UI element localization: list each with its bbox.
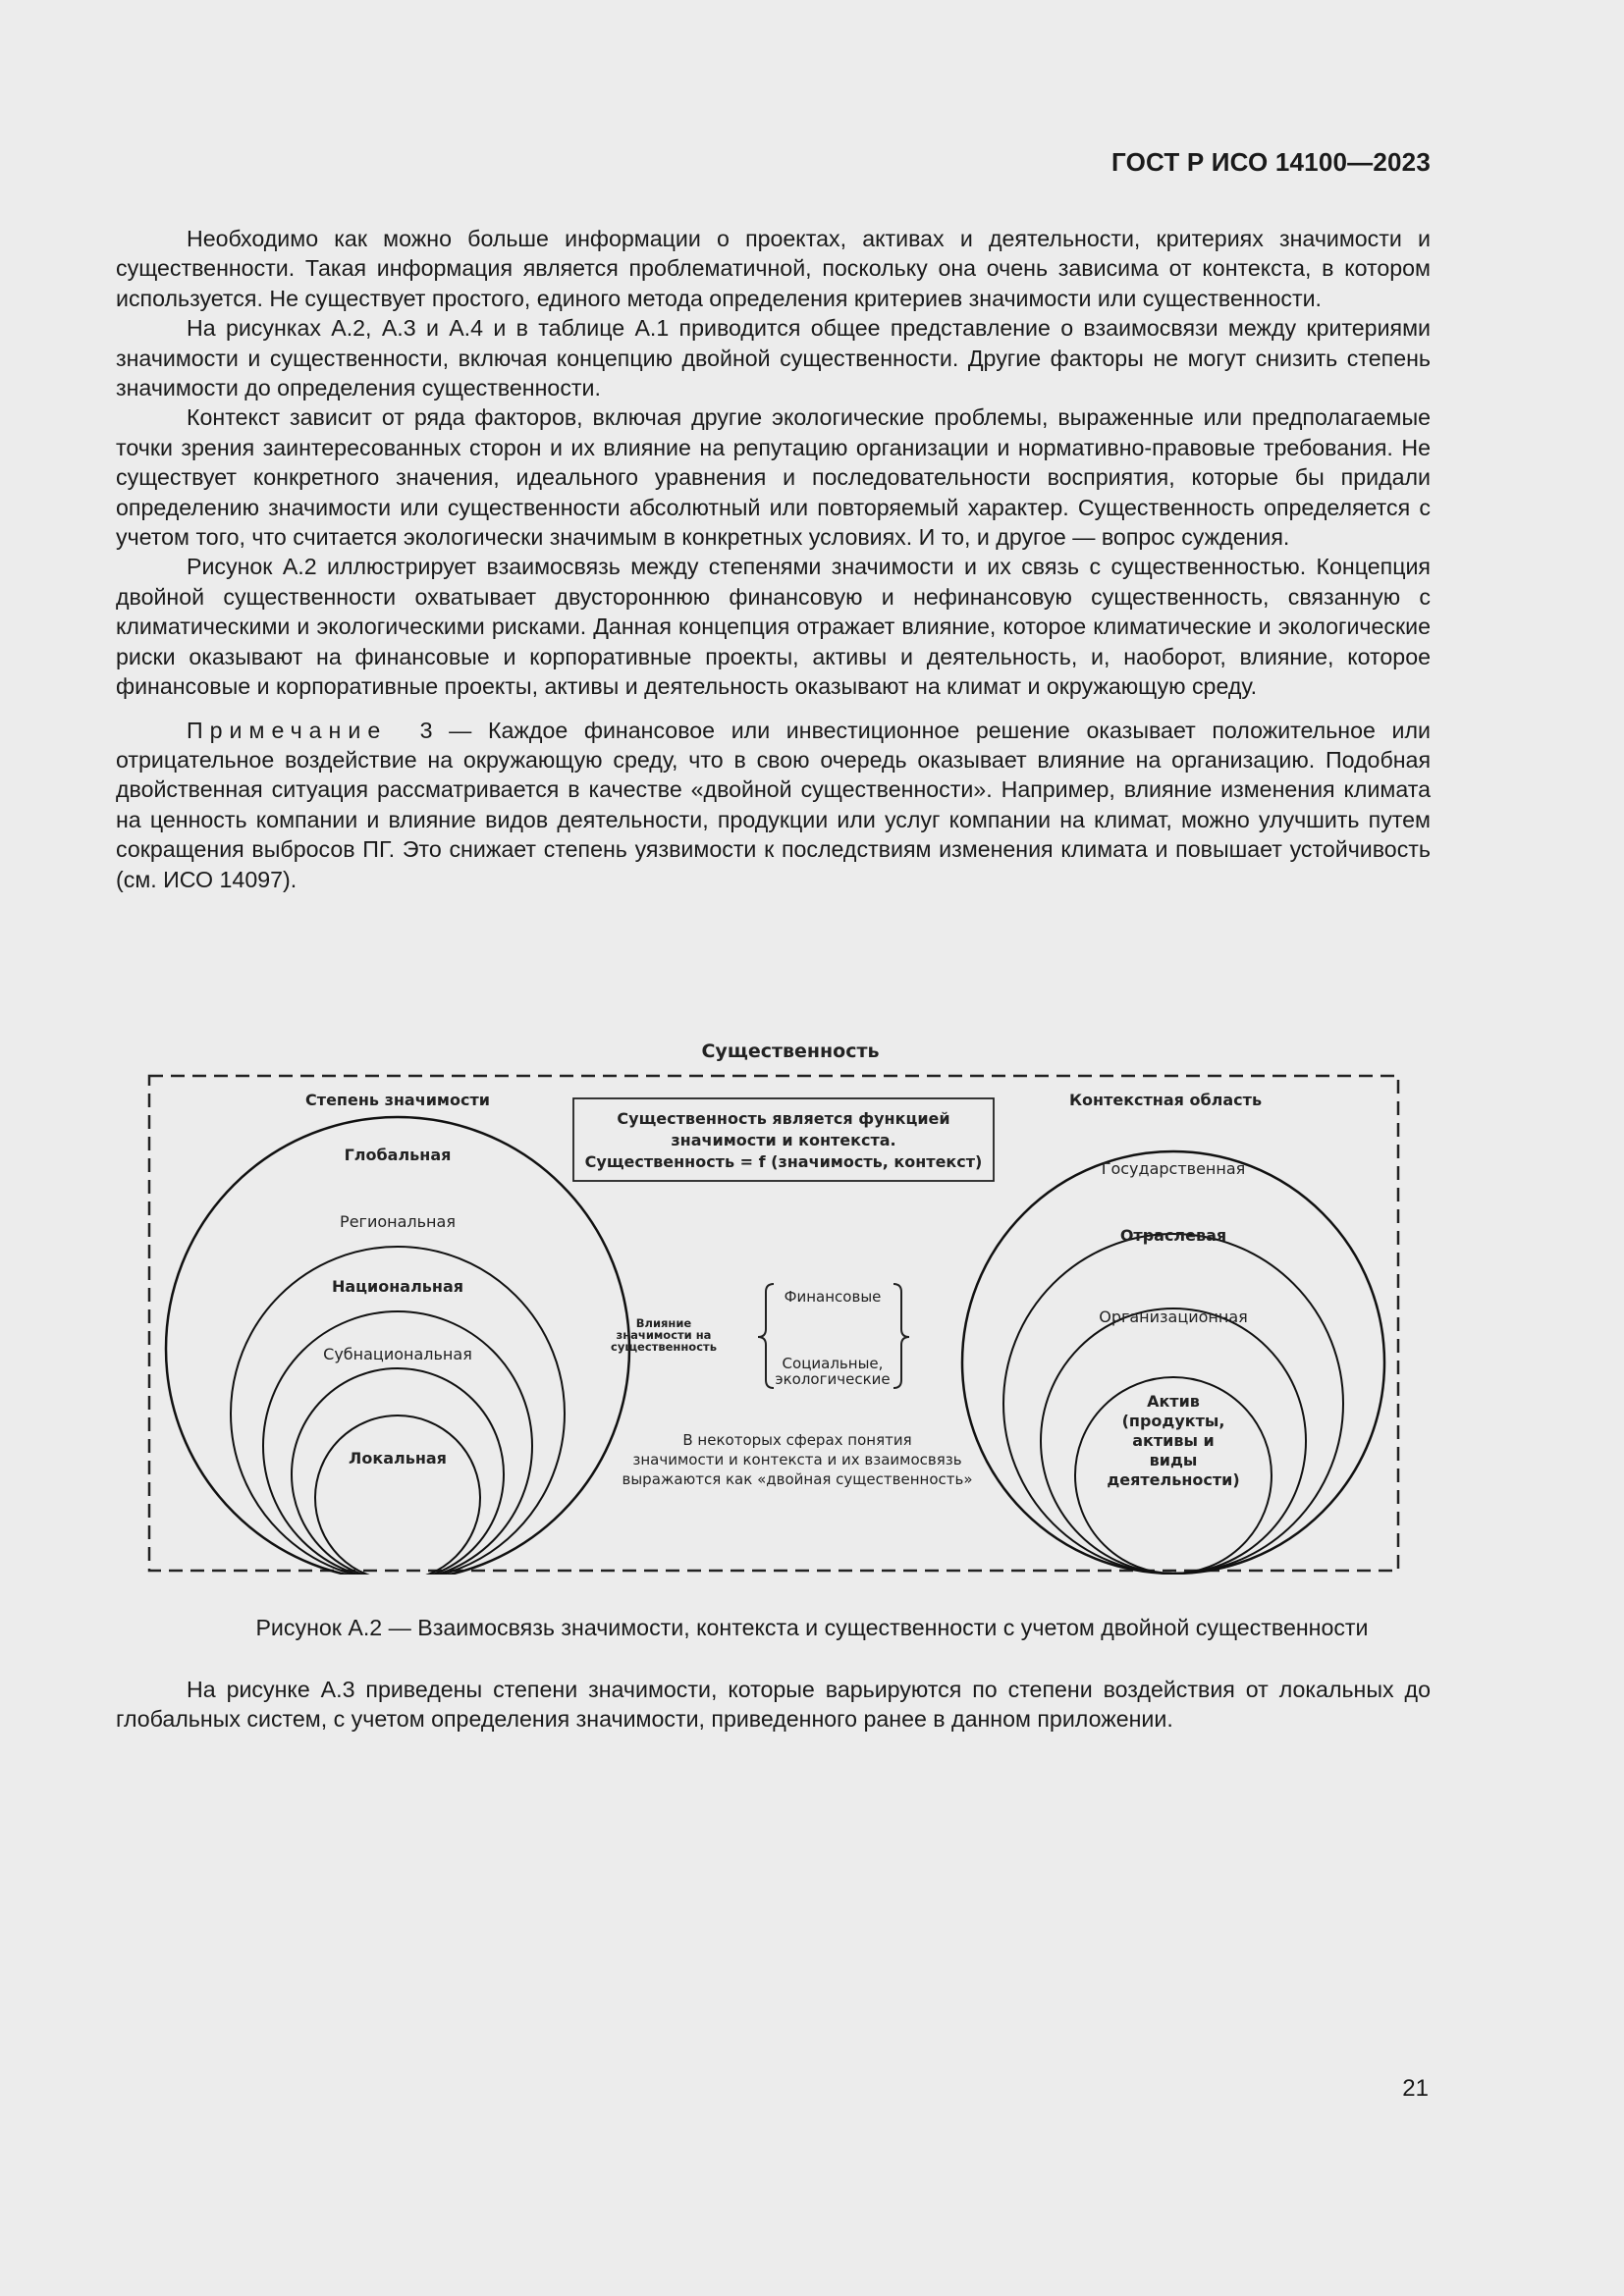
left-title: Степень значимости	[305, 1091, 490, 1109]
paragraph-4: Рисунок А.2 иллюстрирует взаимосвязь между степенями значимости и их связь с существенностью. Концепция двойной существенности охватывает двустороннюю финансовую и нефинансовую существенность, связанную с климатическими и экологическими рисками. Данная концепция отражает влияние, которое климатические и экологические риски оказывают на финансовые и корпоративные проекты, активы и деятельность, и, наоборот, влияние, которое финансовые и корпоративные проекты, активы и деятельность оказывают на климат и окружающую среду.	[116, 554, 1431, 700]
circle-subnational	[292, 1368, 504, 1575]
formula-line-2: значимости и контекста.	[671, 1131, 896, 1149]
paragraph-3: Контекст зависит от ряда факторов, включая другие экологические проблемы, выраженные или предполагаемые точки зрения заинтересованных сторон и их влияние на репутацию организации и нормативно-правовые требования. Не существует конкретного значения, идеального уравнения и последовательности восприятия, которые бы придали определению значимости или существенности абсолютный или повторяемый характер. Существенность определяется с учетом того, что считается экологически значимым в конкретных условиях. И то, и другое — вопрос суждения.	[116, 404, 1431, 551]
left-brace	[758, 1284, 774, 1388]
page-number: 21	[1402, 2075, 1429, 2102]
tail-text	[116, 1675, 1431, 1735]
note-number: 3	[419, 717, 433, 743]
paragraph-1: Необходимо как можно больше информации о проектах, активах и деятельности, критериях значимости и существенности. Такая информация является проблематичной, поскольку она очень зависима от контекста, в котором используется. Не существует простого, единого метода определения критериев значимости или существенности.	[116, 226, 1431, 311]
note-text: — Каждое финансовое или инвестиционное решение оказывает положительное или отрицательное воздействие на окружающую среду, что в свою очередь оказывает влияние на организацию. Подобная двойственная ситуация рассматривается в качестве «двойной существенности». Например, влияние изменения климата на ценность компании и влияние видов деятельности, продукции или услуг компании на климат, можно улучшить путем сокращения выбросов ПГ. Это снижает степень уязвимости к последствиям изменения климата и повышает устойчивость (см. ИСО 14097).	[116, 717, 1431, 892]
influence-social-2: экологические	[775, 1370, 891, 1388]
note-line-3: выражаются как «двойная существенность»	[622, 1470, 973, 1488]
level-organization: Организационная	[1099, 1308, 1248, 1326]
level-regional: Региональная	[340, 1212, 456, 1231]
asset-line-3: активы и	[1132, 1431, 1215, 1450]
note-3	[116, 716, 1431, 894]
circle-regional	[231, 1247, 565, 1575]
level-subnational: Субнациональная	[323, 1345, 472, 1363]
asset-line-4: виды	[1149, 1451, 1198, 1469]
figure-caption: Рисунок А.2 — Взаимосвязь значимости, контекста и существенности с учетом двойной существенности	[255, 1615, 1369, 1640]
formula-line-3: Существенность = f (значимость, контекст)	[584, 1152, 983, 1171]
influence-line-3: существенность	[611, 1340, 717, 1354]
circle-state	[962, 1151, 1384, 1574]
body-text	[116, 224, 1431, 894]
influence-line-2: значимости на	[616, 1328, 712, 1342]
right-title: Контекстная область	[1068, 1091, 1263, 1109]
level-industry: Отраслевая	[1119, 1226, 1227, 1245]
level-local: Локальная	[349, 1449, 447, 1468]
asset-line-5: деятельности)	[1107, 1470, 1240, 1489]
note-line-1: В некоторых сферах понятия	[682, 1431, 912, 1449]
figure-a2	[147, 1035, 1404, 1575]
paragraph-5: На рисунке А.3 приведены степени значимости, которые варьируются по степени воздействия от локальных до глобальных систем, с учетом определения значимости, приведенного ранее в данном приложении.	[116, 1677, 1431, 1733]
figure-diagram	[147, 1035, 1404, 1575]
influence-line-1: Влияние	[635, 1316, 692, 1330]
figure-title: Существенность	[701, 1041, 880, 1062]
influence-social-1: Социальные,	[782, 1355, 884, 1372]
level-national: Национальная	[331, 1277, 464, 1296]
document-id-header: ГОСТ Р ИСО 14100—2023	[1110, 147, 1431, 177]
right-brace	[893, 1284, 909, 1388]
note-line-2: значимости и контекста и их взаимосвязь	[632, 1451, 962, 1468]
influence-financial: Финансовые	[784, 1288, 882, 1306]
circle-local	[315, 1415, 480, 1575]
level-state: Государственная	[1101, 1159, 1246, 1178]
note-label: Примечание	[187, 717, 388, 743]
asset-line-2: (продукты,	[1121, 1412, 1225, 1430]
paragraph-2: На рисунках А.2, А.3 и А.4 и в таблице А.1 приводится общее представление о взаимосвязи между критериями значимости и существенности, включая концепцию двойной существенности. Другие факторы не могут снизить степень значимости до определения существенности.	[116, 315, 1431, 401]
formula-line-1: Существенность является функцией	[617, 1109, 950, 1128]
asset-line-1: Актив	[1147, 1392, 1200, 1411]
level-global: Глобальная	[344, 1146, 452, 1164]
